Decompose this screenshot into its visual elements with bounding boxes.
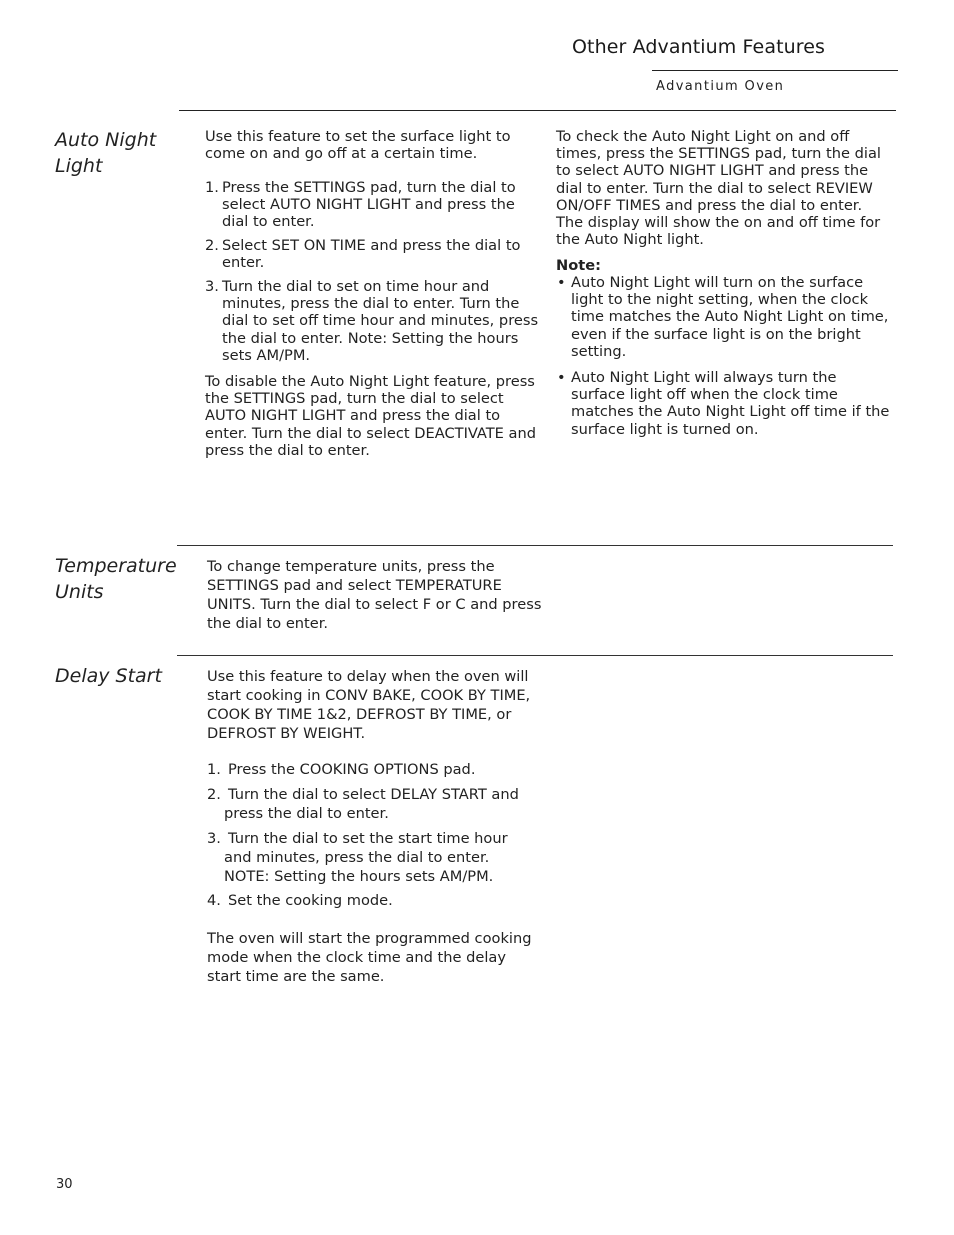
text-line: light to the night setting, when the clock — [571, 291, 869, 309]
delay-start-step-2 — [207, 785, 547, 823]
text-line: ON/OFF TIMES and press the dial to enter. — [556, 196, 863, 214]
text-line: dial to enter. — [222, 213, 315, 231]
step-number: 2. — [207, 786, 221, 803]
step-number: 4. — [207, 892, 221, 909]
step-number: 1. — [205, 179, 219, 196]
text-line: NOTE: Setting the hours sets AM/PM. — [224, 868, 494, 885]
text-line: AUTO NIGHT LIGHT and press the dial to — [205, 407, 501, 425]
auto-night-light-check — [556, 128, 896, 248]
text-line: To disable the Auto Night Light feature, press — [205, 373, 535, 390]
text-line: Turn the dial to set the start time hour — [228, 830, 508, 847]
header-short-rule — [652, 70, 898, 71]
text-line: sets AM/PM. — [222, 346, 311, 364]
text-line: press the dial to enter. — [224, 805, 389, 822]
step-number: 3. — [205, 278, 219, 295]
text-line: select AUTO NIGHT LIGHT and press the — [222, 196, 515, 214]
text-line: time matches the Auto Night Light on time, — [571, 308, 889, 326]
text-line: Press the COOKING OPTIONS pad. — [228, 761, 476, 778]
text-line: Use this feature to delay when the oven will — [207, 668, 529, 685]
auto-night-light-intro — [205, 128, 545, 162]
text-line: to select AUTO NIGHT LIGHT and press the — [556, 162, 869, 180]
delay-start-intro — [207, 667, 552, 743]
text-line: COOK BY TIME 1&2, DEFROST BY TIME, or — [207, 706, 512, 723]
text-line: enter. Turn the dial to select DEACTIVATE and — [205, 424, 537, 442]
text-line: surface light off when the clock time — [571, 386, 838, 404]
note-bullet-1 — [557, 274, 897, 360]
bullet-dot: • — [557, 274, 566, 291]
text-line: surface light is turned on. — [571, 420, 759, 438]
section-title-line: Units — [55, 581, 104, 603]
page-header-title: Other Advantium Features — [572, 36, 826, 58]
delay-start-step-3 — [207, 829, 547, 886]
text-line: Select SET ON TIME and press the dial to — [222, 237, 521, 254]
auto-night-light-step-1 — [205, 179, 545, 231]
section-divider-temperature — [177, 545, 893, 546]
step-text — [228, 760, 475, 779]
text-line: DEFROST BY WEIGHT. — [207, 725, 366, 742]
text-line: The display will show the on and off time for — [556, 214, 881, 232]
text-line: The oven will start the programmed cooking — [207, 930, 532, 947]
text-line: To change temperature units, press the — [207, 558, 495, 575]
text-line: UNITS. Turn the dial to select F or C and press — [207, 596, 542, 613]
step-text — [228, 891, 393, 910]
text-line: Turn the dial to set on time hour and — [222, 278, 490, 295]
page-number: 30 — [56, 1177, 73, 1192]
text-line: even if the surface light is on the bright — [571, 325, 861, 343]
text-line: Turn the dial to select DELAY START and — [228, 786, 519, 803]
step-number: 2. — [205, 237, 219, 254]
text-line: dial to enter. Turn the dial to select REVIEW — [556, 179, 873, 197]
text-line: SETTINGS pad and select TEMPERATURE — [207, 577, 502, 594]
text-line: mode when the clock time and the delay — [207, 949, 506, 966]
step-text — [224, 785, 519, 823]
section-title-delay-start: Delay Start — [55, 665, 162, 687]
delay-start-step-4 — [207, 891, 547, 910]
step-text — [222, 278, 538, 364]
section-title-auto-night-light — [55, 127, 156, 179]
section-title-temperature-units — [55, 553, 177, 605]
text-line: setting. — [571, 342, 627, 360]
step-text — [222, 179, 516, 231]
step-text — [222, 237, 520, 271]
text-line: the dial to enter. Note: Setting the hours — [222, 329, 519, 347]
section-title-line: Auto Night — [55, 129, 157, 151]
section-title-line: Temperature — [55, 555, 177, 577]
text-line: Auto Night Light will always turn the — [571, 369, 837, 386]
text-line: enter. — [222, 254, 265, 272]
step-number: 3. — [207, 830, 221, 847]
text-line: start cooking in CONV BAKE, COOK BY TIME, — [207, 687, 531, 704]
bullet-dot: • — [557, 369, 566, 386]
page-header-subtitle: Advantium Oven — [656, 79, 785, 94]
text-line: start time are the same. — [207, 968, 385, 985]
auto-night-light-step-3 — [205, 278, 545, 364]
auto-night-light-step-2 — [205, 237, 545, 272]
text-line: the Auto Night light. — [556, 231, 704, 249]
section-title-line: Light — [55, 155, 103, 177]
bullet-text — [571, 274, 888, 360]
step-text — [224, 829, 508, 886]
text-line: and minutes, press the dial to enter. — [224, 849, 490, 866]
text-line: Auto Night Light will turn on the surface — [571, 274, 864, 291]
text-line: To check the Auto Night Light on and off — [556, 128, 850, 145]
text-line: matches the Auto Night Light off time if the — [571, 403, 890, 421]
text-line: come on and go off at a certain time. — [205, 145, 478, 163]
delay-start-outro — [207, 929, 552, 986]
auto-night-light-disable — [205, 373, 550, 459]
text-line: press the dial to enter. — [205, 441, 370, 459]
text-line: times, press the SETTINGS pad, turn the dial — [556, 145, 881, 163]
text-line: Set the cooking mode. — [228, 892, 393, 909]
note-bullet-2 — [557, 369, 897, 438]
text-line: Press the SETTINGS pad, turn the dial to — [222, 179, 516, 196]
bullet-text — [571, 369, 889, 438]
note-label: Note: — [556, 257, 601, 274]
temperature-units-text — [207, 557, 552, 633]
text-line: minutes, press the dial to enter. Turn the — [222, 295, 520, 313]
text-line: the SETTINGS pad, turn the dial to select — [205, 390, 504, 408]
header-long-rule — [179, 110, 896, 111]
delay-start-step-1 — [207, 760, 547, 779]
text-line: the dial to enter. — [207, 615, 329, 632]
text-line: Use this feature to set the surface light to — [205, 128, 511, 145]
step-number: 1. — [207, 761, 221, 778]
section-divider-delay-start — [177, 655, 893, 656]
text-line: dial to set off time hour and minutes, press — [222, 312, 539, 330]
